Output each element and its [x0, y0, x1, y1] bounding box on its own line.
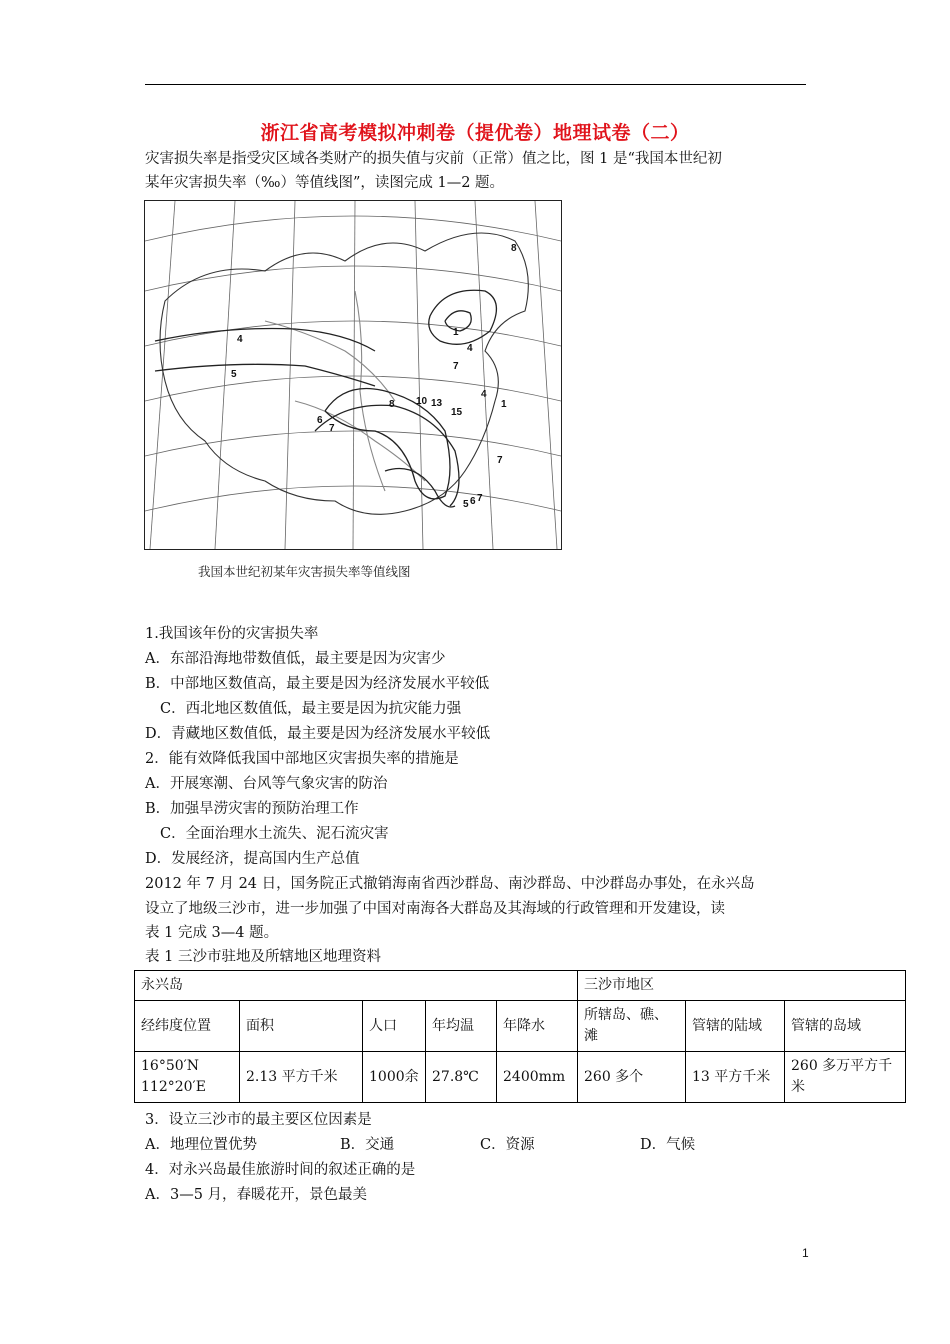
header-cell: 管辖的陆域 — [686, 1001, 785, 1052]
map-label: 7 — [329, 423, 335, 434]
q1-option-b: B．中部地区数值高，最主要是因为经济发展水平较低 — [145, 676, 490, 692]
intro2-line-3: 表 1 完成 3—4 题。 — [145, 925, 279, 941]
map-label: 7 — [497, 455, 503, 466]
intro-line-2: 某年灾害损失率（‰）等值线图”，读图完成 1—2 题。 — [145, 175, 505, 191]
cell-population: 1000余 — [363, 1052, 426, 1103]
page-number: 1 — [802, 1246, 809, 1260]
map-label: 15 — [451, 407, 463, 418]
intro2-line-1: 2012 年 7 月 24 日，国务院正式撤销海南省西沙群岛、南沙群岛、中沙群岛办事处，在永兴岛 — [145, 876, 755, 892]
map-caption: 我国本世纪初某年灾害损失率等值线图 — [198, 564, 411, 579]
q3-option-b: B．交通 — [340, 1137, 395, 1153]
header-cell: 经纬度位置 — [135, 1001, 240, 1052]
map-label: 10 — [416, 396, 428, 407]
cell-islands: 260 多个 — [578, 1052, 686, 1103]
map-label: 5 — [231, 369, 237, 380]
map-label: 5 — [463, 499, 469, 510]
q3-options — [145, 1134, 695, 1156]
q3-option-d: D．气候 — [640, 1137, 696, 1153]
q3-stem: 3．设立三沙市的最主要区位因素是 — [145, 1112, 372, 1128]
page-title: 浙江省高考模拟冲刺卷（提优卷）地理试卷（二） — [260, 122, 690, 144]
map-label: 8 — [389, 399, 395, 410]
intro2-line-2: 设立了地级三沙市，进一步加强了中国对南海各大群岛及其海域的行政管理和开发建设，读 — [145, 901, 725, 917]
cell-rain: 2400mm — [497, 1052, 578, 1103]
map-label: 1 — [501, 399, 507, 410]
cell-land: 13 平方千米 — [686, 1052, 785, 1103]
cell-temp: 27.8℃ — [426, 1052, 497, 1103]
map-label: 8 — [511, 243, 517, 254]
header-cell: 年降水 — [497, 1001, 578, 1052]
q4-option-a: A．3—5 月，春暖花开，景色最美 — [145, 1187, 368, 1203]
q2-option-b: B．加强旱涝灾害的预防治理工作 — [145, 801, 359, 817]
q1-option-c: C．西北地区数值低，最主要是因为抗灾能力强 — [160, 701, 462, 717]
header-cell: 面积 — [240, 1001, 363, 1052]
map-label: 1 — [453, 327, 459, 338]
map-label: 4 — [467, 343, 473, 354]
table-header-row — [135, 1001, 906, 1052]
q4-stem: 4．对永兴岛最佳旅游时间的叙述正确的是 — [145, 1162, 416, 1178]
cell-area: 2.13 平方千米 — [240, 1052, 363, 1103]
map-label: 4 — [237, 334, 243, 345]
sansha-data-table — [134, 970, 906, 1103]
intro-line-1: 灾害损失率是指受灾区域各类财产的损失值与灾前（正常）值之比，图 1 是“我国本世纪初 — [145, 151, 722, 167]
q1-stem: 1.我国该年份的灾害损失率 — [145, 626, 319, 642]
table-row — [135, 1052, 906, 1103]
map-label: 7 — [453, 361, 459, 372]
map-label: 13 — [431, 398, 443, 409]
map-label: 6 — [470, 496, 476, 507]
header-cell: 人口 — [363, 1001, 426, 1052]
cell-latitude: 16°50′N — [141, 1058, 200, 1074]
q3-option-a: A．地理位置优势 — [145, 1137, 257, 1153]
table-caption: 表 1 三沙市驻地及所辖地区地理资料 — [145, 949, 381, 965]
q3-option-c: C．资源 — [480, 1137, 535, 1153]
header-cell: 管辖的岛域 — [785, 1001, 906, 1052]
map-label: 4 — [481, 389, 487, 400]
header-rule — [145, 84, 806, 85]
group-sansha: 三沙市地区 — [578, 971, 906, 1001]
q1-option-d: D．青藏地区数值低，最主要是因为经济发展水平较低 — [145, 726, 491, 742]
group-yongxing: 永兴岛 — [135, 971, 578, 1001]
q2-option-c: C．全面治理水土流失、泥石流灾害 — [160, 826, 389, 842]
cell-longitude: 112°20′E — [141, 1079, 206, 1095]
cell-sea: 260 多万平方千米 — [785, 1052, 906, 1103]
table-group-row — [135, 971, 906, 1001]
map-label: 7 — [477, 493, 483, 504]
header-cell: 年均温 — [426, 1001, 497, 1052]
map-label: 6 — [317, 415, 323, 426]
q1-option-a: A．东部沿海地带数值低，最主要是因为灾害少 — [145, 651, 446, 667]
contour-map — [145, 201, 561, 549]
q2-option-a: A．开展寒潮、台风等气象灾害的防治 — [145, 776, 388, 792]
q2-option-d: D．发展经济，提高国内生产总值 — [145, 851, 360, 867]
contour-map-figure — [144, 200, 562, 550]
q2-stem: 2．能有效降低我国中部地区灾害损失率的措施是 — [145, 751, 459, 767]
cell-position — [135, 1052, 240, 1103]
header-cell: 所辖岛、礁、滩 — [578, 1001, 686, 1052]
